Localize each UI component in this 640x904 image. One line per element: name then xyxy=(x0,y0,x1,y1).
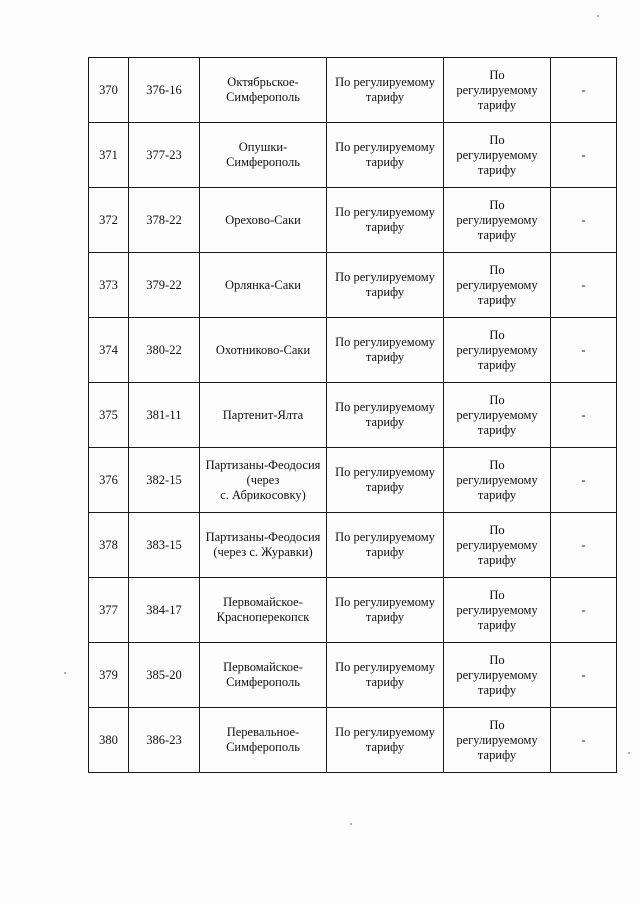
dash-cell: - xyxy=(551,708,617,773)
route-code-cell: 379-22 xyxy=(129,253,200,318)
tariff-cell: По регулируемому тарифу xyxy=(327,58,444,123)
row-number-cell: 373 xyxy=(89,253,129,318)
tariff-alt-cell: По регулируемому тарифу xyxy=(444,123,551,188)
dash-cell: - xyxy=(551,188,617,253)
tariff-cell: По регулируемому тарифу xyxy=(327,383,444,448)
tariff-alt-cell: По регулируемому тарифу xyxy=(444,188,551,253)
tariff-cell: По регулируемому тарифу xyxy=(327,188,444,253)
table-row xyxy=(89,318,617,383)
tariff-alt-cell: По регулируемому тарифу xyxy=(444,58,551,123)
route-code-cell: 378-22 xyxy=(129,188,200,253)
route-code-cell: 382-15 xyxy=(129,448,200,513)
scan-speck xyxy=(597,15,599,17)
tariff-cell: По регулируемому тарифу xyxy=(327,253,444,318)
table-row xyxy=(89,123,617,188)
route-name-cell: Первомайское- Симферополь xyxy=(200,643,327,708)
route-name-cell: Партизаны-Феодосия (через с. Абрикосовку) xyxy=(200,448,327,513)
dash-cell: - xyxy=(551,123,617,188)
dash-cell: - xyxy=(551,643,617,708)
tariff-alt-cell: По регулируемому тарифу xyxy=(444,448,551,513)
scan-speck xyxy=(628,752,630,754)
tariff-alt-cell: По регулируемому тарифу xyxy=(444,318,551,383)
dash-cell: - xyxy=(551,448,617,513)
tariff-cell: По регулируемому тарифу xyxy=(327,448,444,513)
tariff-alt-cell: По регулируемому тарифу xyxy=(444,578,551,643)
row-number-cell: 376 xyxy=(89,448,129,513)
dash-cell: - xyxy=(551,58,617,123)
table-row xyxy=(89,643,617,708)
table-row xyxy=(89,448,617,513)
route-name-cell: Октябрьское- Симферополь xyxy=(200,58,327,123)
tariff-alt-cell: По регулируемому тарифу xyxy=(444,643,551,708)
route-name-cell: Партизаны-Феодосия (через с. Журавки) xyxy=(200,513,327,578)
scan-speck xyxy=(350,823,352,825)
dash-cell: - xyxy=(551,383,617,448)
table-row xyxy=(89,58,617,123)
row-number-cell: 380 xyxy=(89,708,129,773)
row-number-cell: 375 xyxy=(89,383,129,448)
tariff-alt-cell: По регулируемому тарифу xyxy=(444,253,551,318)
route-name-cell: Партенит-Ялта xyxy=(200,383,327,448)
route-name-cell: Орлянка-Саки xyxy=(200,253,327,318)
tariff-cell: По регулируемому тарифу xyxy=(327,578,444,643)
table-row xyxy=(89,188,617,253)
table-row xyxy=(89,578,617,643)
route-name-cell: Перевальное- Симферополь xyxy=(200,708,327,773)
table-row xyxy=(89,513,617,578)
tariff-alt-cell: По регулируемому тарифу xyxy=(444,708,551,773)
table-row xyxy=(89,253,617,318)
scan-speck xyxy=(64,672,66,674)
dash-cell: - xyxy=(551,253,617,318)
route-name-cell: Орехово-Саки xyxy=(200,188,327,253)
tariff-cell: По регулируемому тарифу xyxy=(327,643,444,708)
row-number-cell: 370 xyxy=(89,58,129,123)
routes-table xyxy=(88,57,617,773)
route-code-cell: 383-15 xyxy=(129,513,200,578)
route-name-cell: Охотниково-Саки xyxy=(200,318,327,383)
tariff-cell: По регулируемому тарифу xyxy=(327,123,444,188)
route-code-cell: 381-11 xyxy=(129,383,200,448)
route-code-cell: 386-23 xyxy=(129,708,200,773)
route-name-cell: Первомайское- Красноперекопск xyxy=(200,578,327,643)
table-row xyxy=(89,708,617,773)
row-number-cell: 372 xyxy=(89,188,129,253)
tariff-alt-cell: По регулируемому тарифу xyxy=(444,383,551,448)
tariff-cell: По регулируемому тарифу xyxy=(327,708,444,773)
row-number-cell: 378 xyxy=(89,513,129,578)
tariff-cell: По регулируемому тарифу xyxy=(327,318,444,383)
tariff-cell: По регулируемому тарифу xyxy=(327,513,444,578)
row-number-cell: 377 xyxy=(89,578,129,643)
dash-cell: - xyxy=(551,513,617,578)
row-number-cell: 379 xyxy=(89,643,129,708)
dash-cell: - xyxy=(551,318,617,383)
dash-cell: - xyxy=(551,578,617,643)
route-code-cell: 380-22 xyxy=(129,318,200,383)
row-number-cell: 374 xyxy=(89,318,129,383)
route-code-cell: 376-16 xyxy=(129,58,200,123)
tariff-alt-cell: По регулируемому тарифу xyxy=(444,513,551,578)
row-number-cell: 371 xyxy=(89,123,129,188)
route-code-cell: 377-23 xyxy=(129,123,200,188)
route-code-cell: 385-20 xyxy=(129,643,200,708)
table-row xyxy=(89,383,617,448)
route-code-cell: 384-17 xyxy=(129,578,200,643)
route-name-cell: Опушки- Симферополь xyxy=(200,123,327,188)
